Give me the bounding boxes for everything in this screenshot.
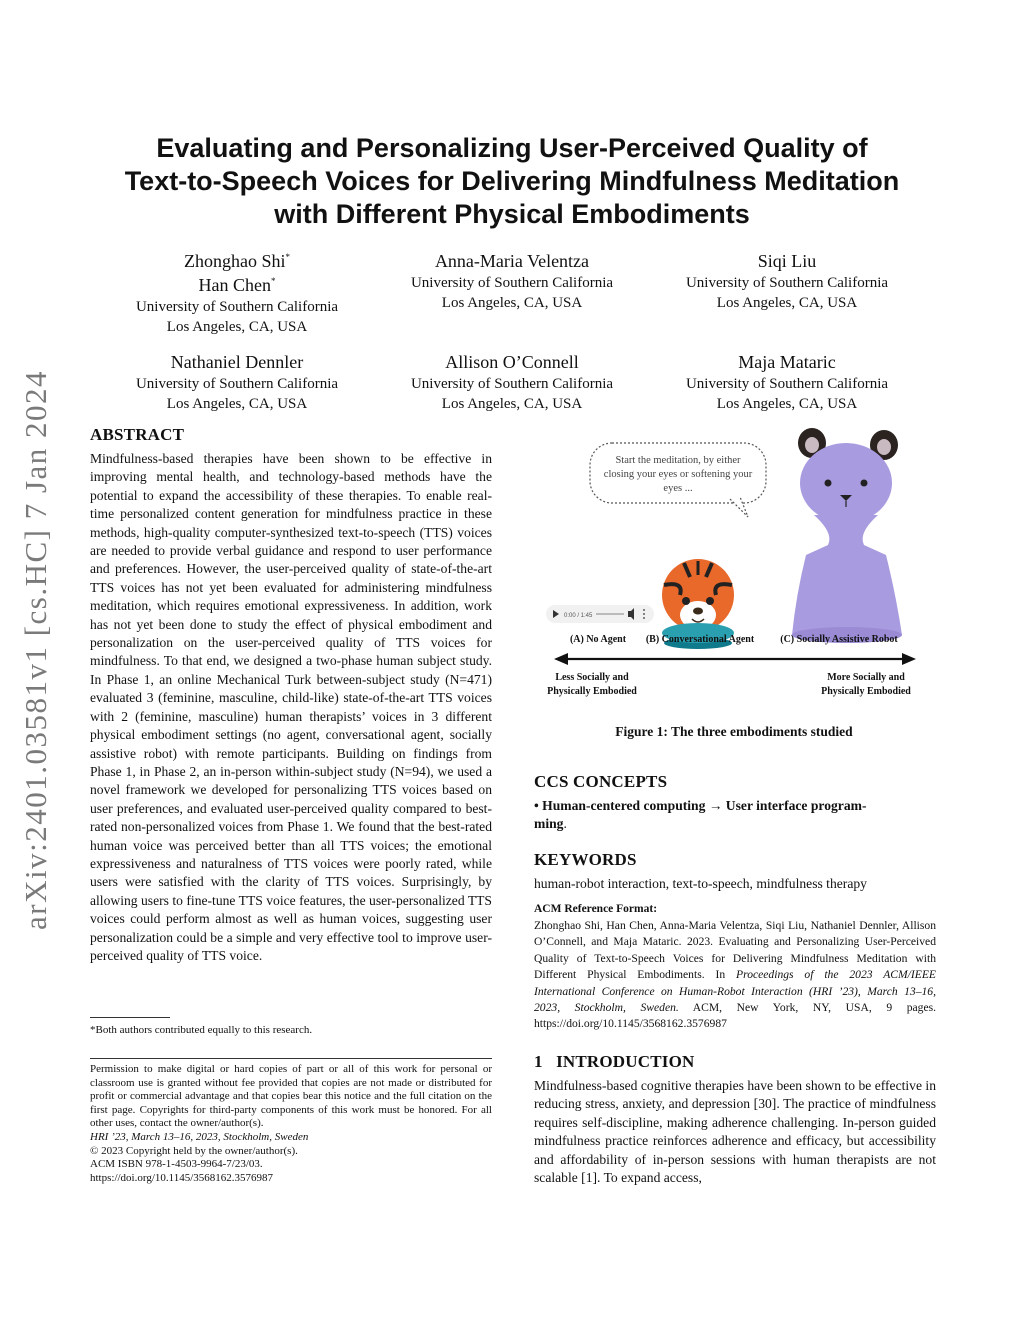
keywords-text: human-robot interaction, text-to-speech, mindfulness therapy xyxy=(534,876,867,891)
author-name: Han Chen xyxy=(198,275,271,295)
intro-heading xyxy=(534,1052,694,1072)
speech-bubble xyxy=(590,443,766,517)
player-time: 0:00 / 1:45 xyxy=(564,613,593,619)
author-location: Los Angeles, CA, USA xyxy=(716,396,858,412)
label-socially-assistive-robot: (C) Socially Assistive Robot xyxy=(780,634,898,645)
keywords-heading: KEYWORDS xyxy=(534,850,637,869)
bubble-line: Start the meditation, by either xyxy=(615,455,741,466)
equal-contribution-mark: * xyxy=(270,276,276,286)
section-number: 1 xyxy=(534,1052,543,1071)
axis-right-label: Physically Embodied xyxy=(821,686,911,697)
author-block-2 xyxy=(367,249,657,313)
author-name: Anna-Maria Velentza xyxy=(434,251,590,271)
author-affiliation: University of Southern California xyxy=(410,376,614,392)
author-location: Los Angeles, CA, USA xyxy=(166,319,308,335)
abstract-text: Mindfulness-based therapies have been shown to be effective in improving mental health, and technology-based methods have the potential to expand the accessibility of these therapies. To enable real-time personalized content generation for mindfulness practice in these methods, high-quality computer-synthesized text-to-speech (TTS) voices are needed to provide verbal guidance and respond to user performance and preferences. However, the user-perceived quality of state-of-the-art TTS voices has not yet been evaluated for administering mindfulness meditation, which requires emotional expressiveness. In addition, work has not yet been done to study the effect of physical embodiment and personalization on the user-perceived quality of TTS voices for mindfulness. To that end, we designed a two-phase human subject study. In Phase 1, an online Mechanical Turk between-subject study (N=471) evaluated 3 (feminine, masculine, child-like) state-of-the-art TTS voices with 2 (feminine, masculine) human therapists’ voices in 3 different physical embodiment settings (no agent, conversational agent, socially assistive robot) with remote participants. Building on findings from Phase 1, in Phase 2, an in-person within-subject study (N=94), we used a novel framework we developed for personalizing TTS voices based on user preferences, and evaluated user-perceived quality compared to best-rated non-personalized voices from Phase 1. We found that the best-rated human voice was perceived better than all TTS voices; the emotional expressiveness and naturalness of TTS voices were poorly rated, while users were satisfied with the clarity of TTS voices. Surprisingly, by allowing users to fine-tune TTS voice features, the user-personalized TTS voices could perform almost as well as human voices, suggesting user personalization could be a simple and very effective tool to improve user-perceived quality of TTS voice. xyxy=(90,451,492,963)
author-affiliation: University of Southern California xyxy=(135,299,339,315)
venue-line: HRI ’23, March 13–16, 2023, Stockholm, Sweden xyxy=(90,1130,309,1143)
footnote-rule xyxy=(90,1017,170,1018)
figure-caption: Figure 1: The three embodiments studied xyxy=(615,724,853,739)
copyright-line: © 2023 Copyright held by the owner/author(s). xyxy=(90,1144,298,1157)
acm-ref-text xyxy=(534,918,936,1033)
ccs-heading: CCS CONCEPTS xyxy=(534,772,668,791)
author-affiliation: University of Southern California xyxy=(410,275,614,291)
ccs-concept xyxy=(534,797,936,834)
footnote: *Both authors contributed equally to this research. xyxy=(90,1024,313,1036)
author-name: Siqi Liu xyxy=(757,251,817,271)
permission-text: Permission to make digital or hard copies of part or all of this work for personal or classroom use is granted without fee provided that copies are not made or distributed for profit or commercial advantage and that copies bear this notice and the full citation on the first page. Copyrights for third-party components of this work must be honored. For all other uses, contact the owner/author(s). xyxy=(90,1063,492,1130)
label-conversational-agent: (B) Conversational Agent xyxy=(645,634,755,645)
acm-ref-tail[interactable]: ACM, New York, NY, USA, 9 pages. https://doi.org/10.1145/3568162.3576987 xyxy=(534,1001,937,1031)
arxiv-stamp: arXiv:2401.03581v1 [cs.HC] 7 Jan 2024 xyxy=(18,369,53,930)
author-affiliation: University of Southern California xyxy=(685,376,889,392)
acm-ref-proceedings: Proceedings of the 2023 ACM/IEEE International Conference on Human-Robot Interaction (HRI ’23), March 13–16, 2023, Stockholm, Sweden. xyxy=(534,968,937,1015)
section-title: INTRODUCTION xyxy=(556,1052,695,1071)
author-block-1 xyxy=(92,249,382,337)
permission-rule xyxy=(90,1058,492,1059)
permission-block xyxy=(90,1063,492,1185)
isbn-line: ACM ISBN 978-1-4503-9964-7/23/03. xyxy=(90,1158,263,1171)
doi-link[interactable]: https://doi.org/10.1145/3568162.3576987 xyxy=(90,1171,274,1184)
bubble-line: eyes ... xyxy=(663,483,693,494)
axis-left-label: Less Socially and xyxy=(555,672,629,683)
axis-right-label: More Socially and xyxy=(827,672,905,683)
bubble-line: closing your eyes or softening your xyxy=(603,469,753,480)
ccs-period: . xyxy=(563,816,567,832)
author-affiliation: University of Southern California xyxy=(135,376,339,392)
title-line: with Different Physical Embodiments xyxy=(274,199,750,229)
author-block-5 xyxy=(367,350,657,414)
acm-ref-authors: Zhonghao Shi, Han Chen, Anna-Maria Velentza, Siqi Liu, Nathaniel Dennler, Allison O’Connell, and Maja Mataric. 2023. Evaluating and Personalizing User-Perceived Quality of Text-to-Speech Voices for Delivering Mindfulness Meditation with Different Physical Embodiments. In xyxy=(534,919,936,982)
ccs-concept-line: ming xyxy=(534,816,564,832)
author-name: Maja Mataric xyxy=(738,352,836,372)
author-location: Los Angeles, CA, USA xyxy=(716,295,858,311)
author-location: Los Angeles, CA, USA xyxy=(441,396,583,412)
ccs-concept-line: Human-centered computing → User interface program- xyxy=(542,798,867,813)
author-name: Allison O’Connell xyxy=(445,352,579,372)
title-line: Text-to-Speech Voices for Delivering Mindfulness Meditation xyxy=(124,166,900,196)
author-name: Zhonghao Shi xyxy=(184,251,286,271)
label-no-agent: (A) No Agent xyxy=(569,634,627,645)
acm-ref-heading: ACM Reference Format: xyxy=(534,903,658,915)
figure-illustration xyxy=(534,425,934,710)
audio-player xyxy=(546,605,654,623)
author-block-4 xyxy=(92,350,382,414)
paper-title xyxy=(90,132,934,231)
author-location: Los Angeles, CA, USA xyxy=(441,295,583,311)
author-block-3 xyxy=(642,249,932,313)
title-line: Evaluating and Personalizing User-Perceived Quality of xyxy=(156,133,868,163)
menu-dots-icon xyxy=(643,609,645,611)
author-name: Nathaniel Dennler xyxy=(170,352,304,372)
intro-text: Mindfulness-based cognitive therapies have been shown to be effective in reducing stress, anxiety, and depression [30]. The practice of mindfulness requires self-discipline, making adherence challenging. In-person guided mindfulness practice reinforces adherence and efficacy, but accessibility and affordability of in-person sessions with human therapists are not scalable [1]. To expand access, xyxy=(534,1078,936,1186)
author-location: Los Angeles, CA, USA xyxy=(166,396,308,412)
equal-contribution-mark: * xyxy=(285,252,290,262)
abstract-heading: ABSTRACT xyxy=(90,425,185,444)
axis-left-label: Physically Embodied xyxy=(547,686,637,697)
author-affiliation: University of Southern California xyxy=(685,275,889,291)
figure-embodiments xyxy=(534,425,934,710)
socially-assistive-robot-image xyxy=(792,428,902,643)
bullet: • xyxy=(534,798,539,813)
embodiment-axis-arrow xyxy=(554,653,916,665)
author-block-6 xyxy=(642,350,932,414)
